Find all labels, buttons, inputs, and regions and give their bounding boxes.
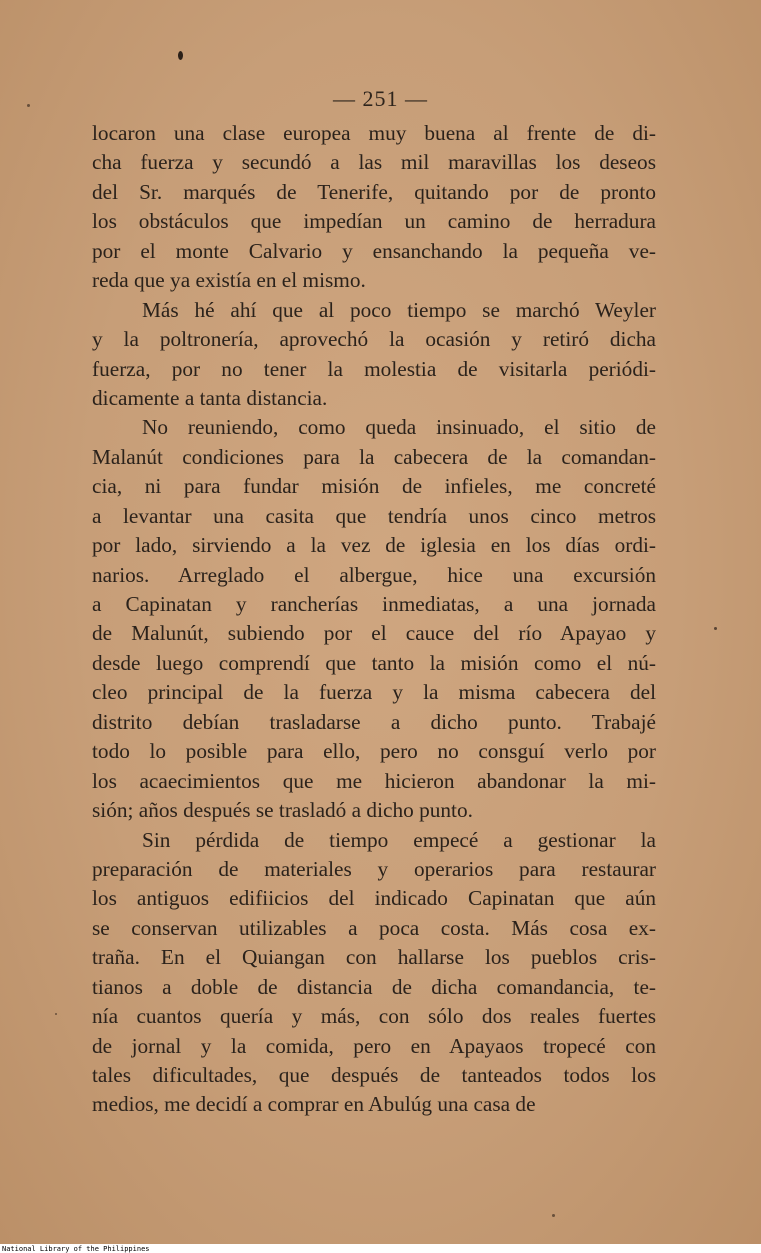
text-line: los acaecimientos que me hicieron abandonar la mi- [92, 768, 656, 793]
page-number: — 251 — [333, 86, 428, 111]
ink-speck-mark [552, 1214, 555, 1217]
text-line: reda que ya existía en el mismo. [92, 268, 366, 293]
text-line: cha fuerza y secundó a las mil maravillas los deseos [92, 150, 656, 175]
text-line: de jornal y la comida, pero en Apayaos tropecé con [92, 1033, 656, 1058]
text-line: por lado, sirviendo a la vez de iglesia en los días ordi- [92, 533, 656, 558]
text-line: Malanút condiciones para la cabecera de la comandan- [92, 444, 656, 469]
text-line: los obstáculos que impedían un camino de herradura [92, 209, 656, 234]
body-text [92, 119, 656, 1120]
ink-speck-mark [55, 1013, 57, 1015]
text-line: a Capinatan y rancherías inmediatas, a una jornada [92, 592, 656, 616]
text-line: desde luego comprendí que tanto la misión como el nú- [92, 650, 656, 675]
text-line: No reuniendo, como queda insinuado, el sitio de [142, 415, 656, 440]
text-line: medios, me decidí a comprar en Abulúg una casa de [92, 1092, 536, 1117]
text-line: sión; años después se trasladó a dicho punto. [92, 798, 473, 823]
text-line: de Malunút, subiendo por el cauce del río Apayao y [92, 621, 656, 646]
ink-speck-mark [178, 51, 183, 60]
paragraph [92, 413, 656, 825]
text-line: los antiguos edifiicios del indicado Capinatan que aún [92, 886, 656, 911]
text-line: Más hé ahí que al poco tiempo se marchó Weyler [142, 297, 656, 322]
ink-speck-mark [714, 627, 717, 630]
text-line: tianos a doble de distancia de dicha comandancia, te- [92, 974, 656, 999]
paragraph [92, 296, 656, 414]
text-line: cia, ni para fundar misión de infieles, me concreté [92, 474, 656, 499]
text-line: fuerza, por no tener la molestia de visitarla periódi- [92, 356, 656, 381]
paragraph [92, 119, 656, 296]
text-line: por el monte Calvario y ensanchando la pequeña ve- [92, 238, 656, 263]
text-line: traña. En el Quiangan con hallarse los pueblos cris- [92, 945, 656, 970]
text-line: dicamente a tanta distancia. [92, 385, 328, 410]
text-line: locaron una clase europea muy buena al frente de di- [92, 121, 656, 145]
text-line: Sin pérdida de tiempo empecé a gestionar la [142, 827, 656, 852]
text-line: tales dificultades, que después de tanteados todos los [92, 1063, 656, 1087]
library-credit: National Library of the Philippines [2, 1245, 150, 1253]
text-line: del Sr. marqués de Tenerife, quitando por de pronto [92, 179, 656, 204]
text-line: se conservan utilizables a poca costa. Más cosa ex- [92, 915, 656, 940]
text-line: narios. Arreglado el albergue, hice una excursión [92, 562, 656, 587]
text-line: y la poltronería, aprovechó la ocasión y retiró dicha [92, 327, 656, 352]
text-line: preparación de materiales y operarios para restaurar [92, 856, 656, 881]
text-line: todo lo posible para ello, pero no consguí verlo por [92, 739, 656, 764]
text-line: a levantar una casita que tendría unos cinco metros [92, 503, 656, 528]
text-line: distrito debían trasladarse a dicho punto. Trabajé [92, 709, 656, 734]
paragraph [92, 826, 656, 1120]
text-line: nía cuantos quería y más, con sólo dos reales fuertes [92, 1004, 656, 1029]
text-line: cleo principal de la fuerza y la misma cabecera del [92, 680, 656, 705]
